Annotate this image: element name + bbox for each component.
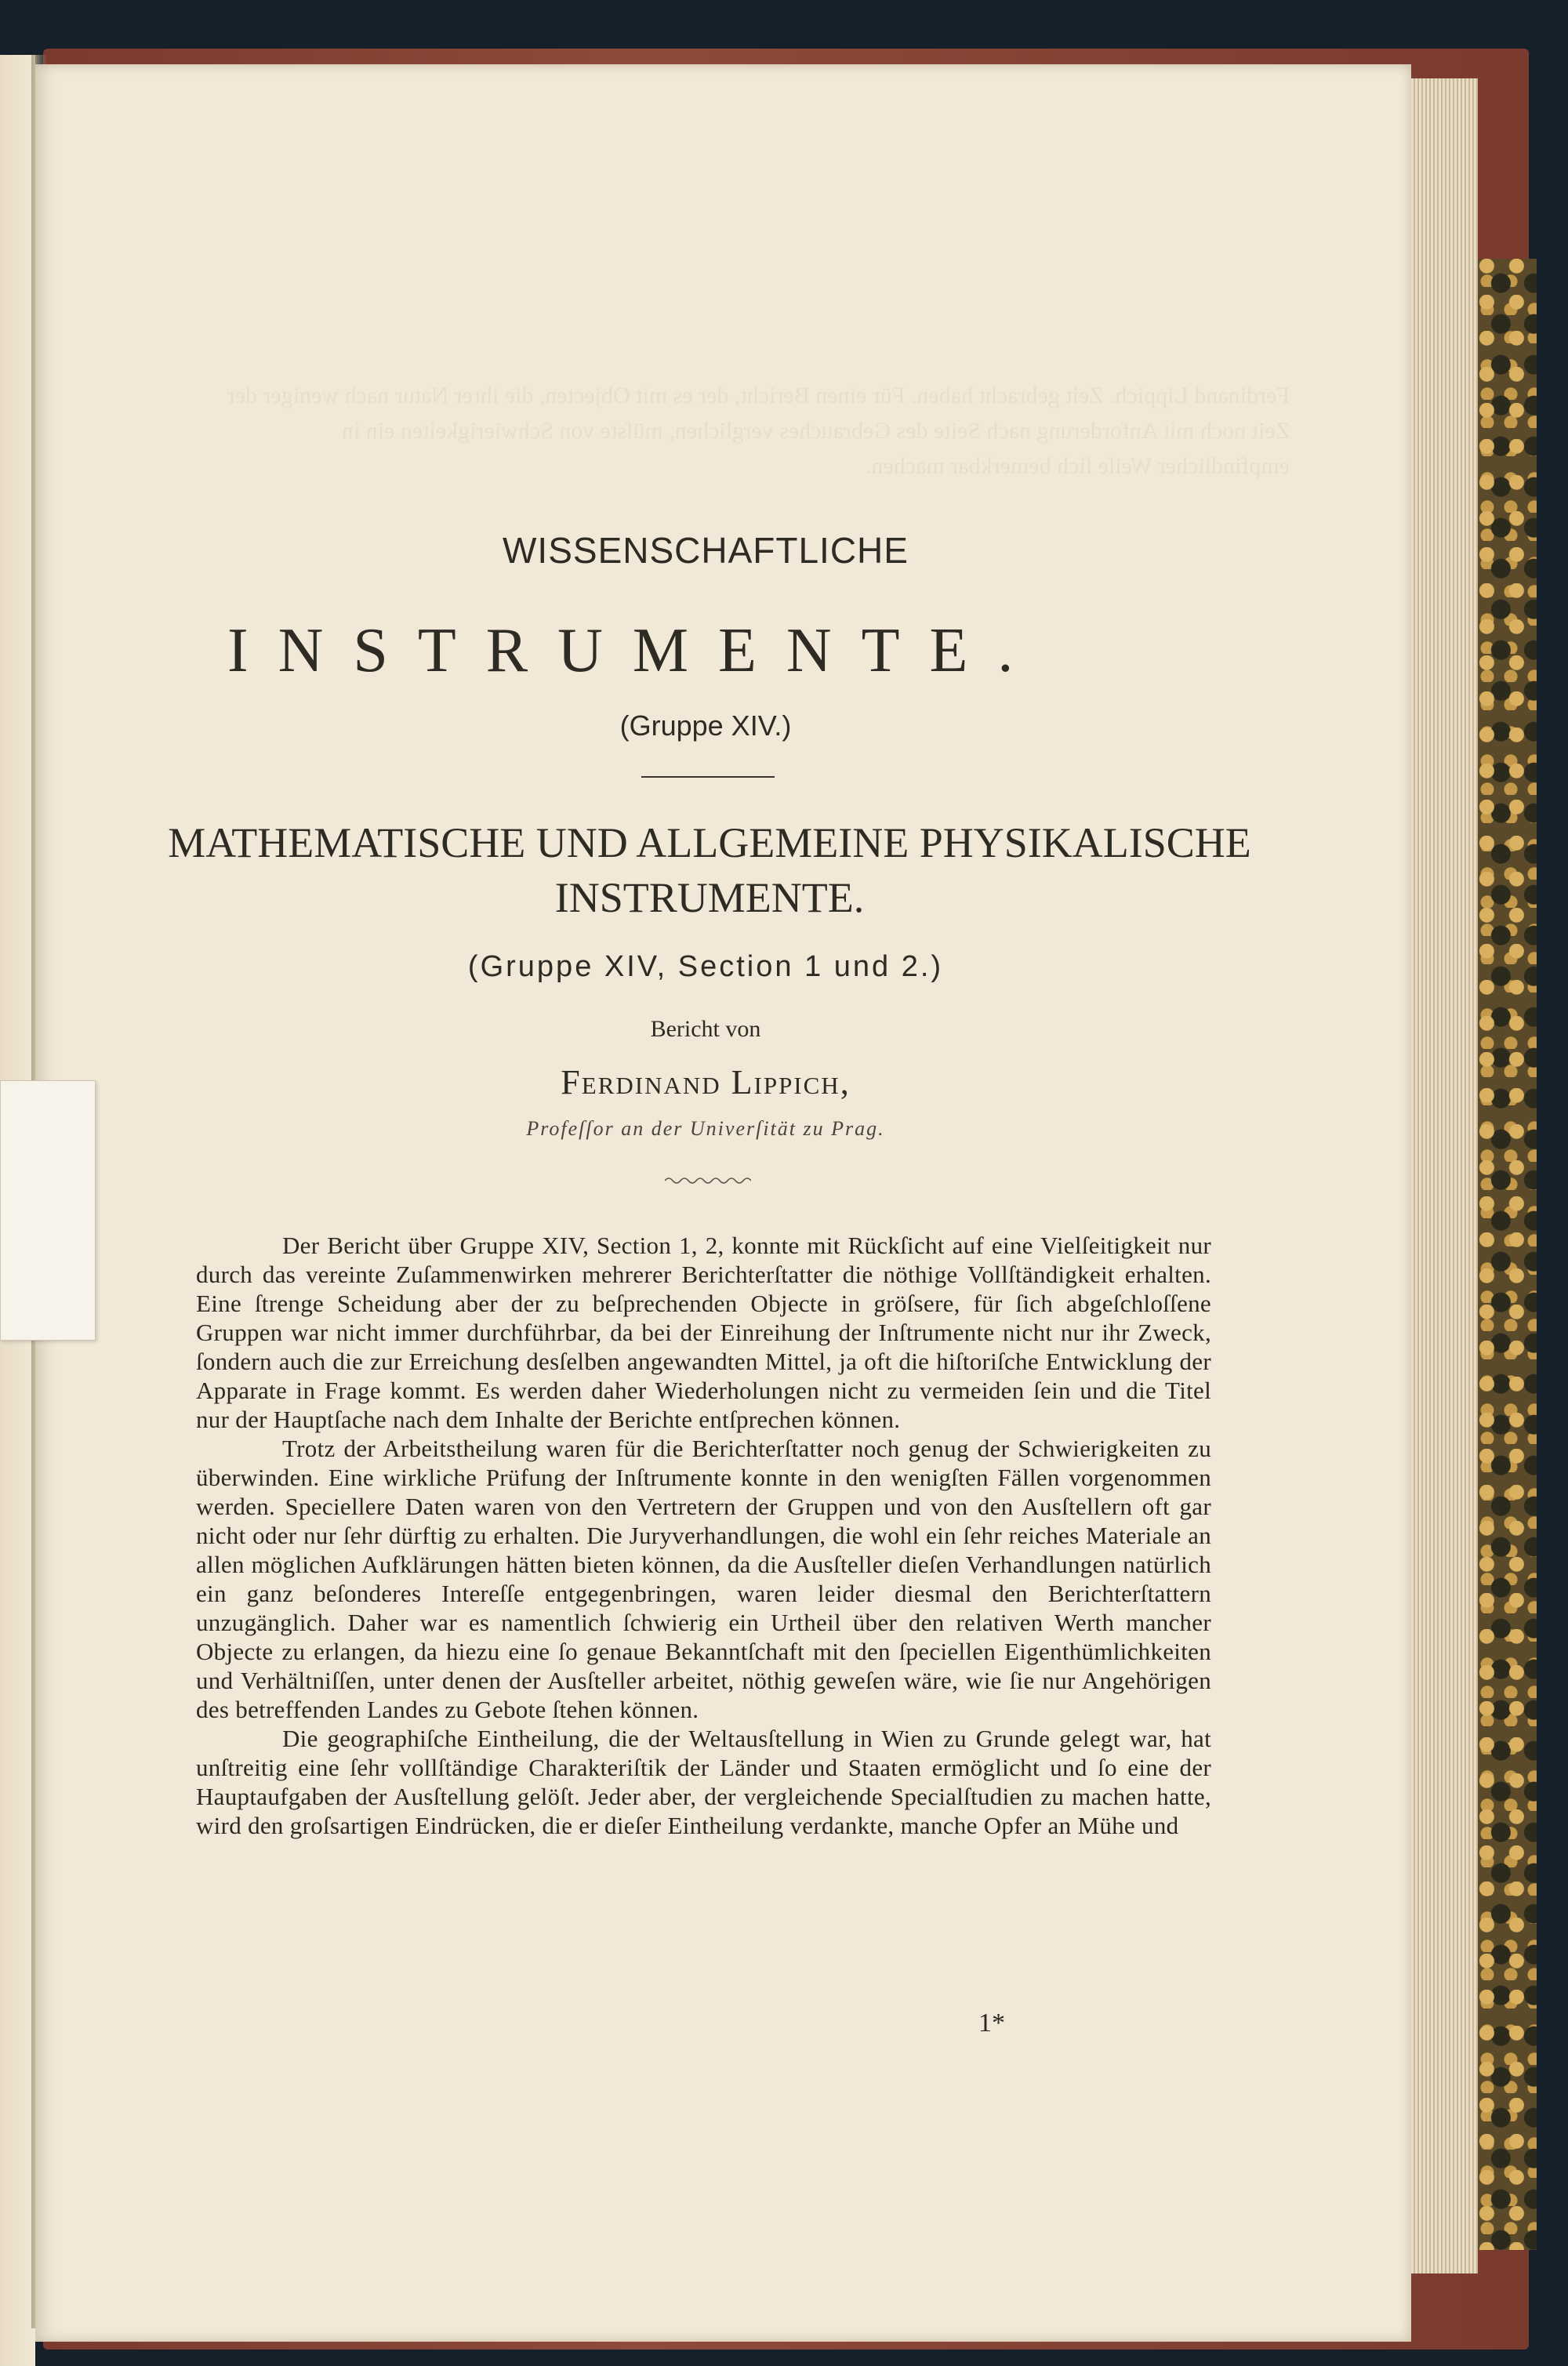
author-name: Ferdinand Lippich, bbox=[561, 1063, 851, 1101]
folio-mark: 1* bbox=[978, 2009, 1005, 2038]
marbled-edge bbox=[1478, 259, 1537, 2250]
page-edges bbox=[1403, 78, 1478, 2273]
heading-large: INSTRUMENTE. bbox=[227, 616, 1044, 685]
divider-rule bbox=[641, 776, 775, 778]
group-label: (Gruppe XIV.) bbox=[619, 709, 792, 742]
heading-small: WISSENSCHAFTLICHE bbox=[503, 530, 909, 571]
author-affiliation: Profeſſor an der Univerſität zu Prag. bbox=[526, 1117, 885, 1140]
subheading: MATHEMATISCHE UND ALLGEMEINE PHYSIKALISCHE INSTRUMENTE. bbox=[168, 819, 1251, 921]
paragraph: Die geographiſche Eintheilung, die der Weltausſtellung in Wien zu Grunde gelegt war, hat unſtreitig eine ſehr vollſtändige Charakteriſtik der Länder und Staaten ermöglicht und ſo eine der Hauptaufgaben der Ausſtellung gelöſt. Jeder aber, der vergleichende Specialſtudien zu machen hatte, wird den groſsartigen Eindrücken, die er dieſer Eintheilung verdankte, manche Opfer an Mühe und bbox=[196, 1725, 1211, 1839]
book-page bbox=[35, 64, 1411, 2342]
paper-slip bbox=[0, 1080, 96, 1341]
report-by: Bericht von bbox=[650, 1016, 761, 1042]
body-text bbox=[196, 1231, 1211, 1840]
bleed-through-text: Ferdinand Lippich. Zeit gebracht haben. Für einen Bericht, der es mit Objecten, die ihrer Natur nach weniger der Zeit noch mit Anforderung nach Seite des Gebrauches verglichen, müſste von Schwierigkeiten ein in empfindlicher Weiſe ſich bemerkbar machen. bbox=[227, 383, 1290, 479]
paragraph: Trotz der Arbeitstheilung waren für die Berichterſtatter noch genug der Schwierigkeiten zu überwinden. Eine wirkliche Prüfung der Inſtrumente konnte in den wenigſten Fällen vorgenommen werden. Speciellere Daten waren von den Vertretern der Gruppen und von den Ausſtellern oft gar nicht oder nur ſehr dürftig zu erhalten. Die Juryverhandlungen, die wohl ein ſehr reiches Materiale an allen möglichen Aufklärungen hätten bieten können, da die Ausſteller dieſen Verhandlungen natürlich ein ganz beſonderes Intereſſe entgegenbringen, waren leider diesmal den Berichterſtattern unzugänglich. Daher war es namentlich ſchwierig ein Urtheil über den relativen Werth mancher Objecte zu erlangen, da hiezu eine ſo genaue Bekanntſchaft mit den ſpeciellen Eigenthümlichkeiten und Verhältniſſen, unter denen der Ausſteller arbeitet, nöthig geweſen wäre, wie ſie nur Angehörigen des betreffenden Landes zu Gebote ſtehen können. bbox=[196, 1435, 1211, 1723]
section-label: (Gruppe XIV, Section 1 und 2.) bbox=[467, 950, 944, 983]
paragraph: Der Bericht über Gruppe XIV, Section 1, 2, konnte mit Rückſicht auf eine Vielſeitigkeit nur durch das vereinte Zuſammenwirken mehrerer Berichterſtatter die nöthige Vollſtändigkeit erhalten. Eine ſtrenge Scheidung aber der zu beſprechenden Objecte in gröſsere, für ſich abgeſchloſſene Gruppen war nicht immer durchführbar, da bei der Einreihung der Inſtrumente nicht nur ihr Zweck, ſondern auch die zur Erreichung desſelben angewandten Mittel, ja oft die hiſtoriſche Entwicklung der Apparate in Frage kommt. Es werden daher Wiederholungen nicht zu vermeiden ſein und die Titel nur der Hauptſache nach dem Inhalte der Berichte entſprechen können. bbox=[196, 1232, 1211, 1433]
ornament-divider bbox=[665, 1176, 751, 1185]
